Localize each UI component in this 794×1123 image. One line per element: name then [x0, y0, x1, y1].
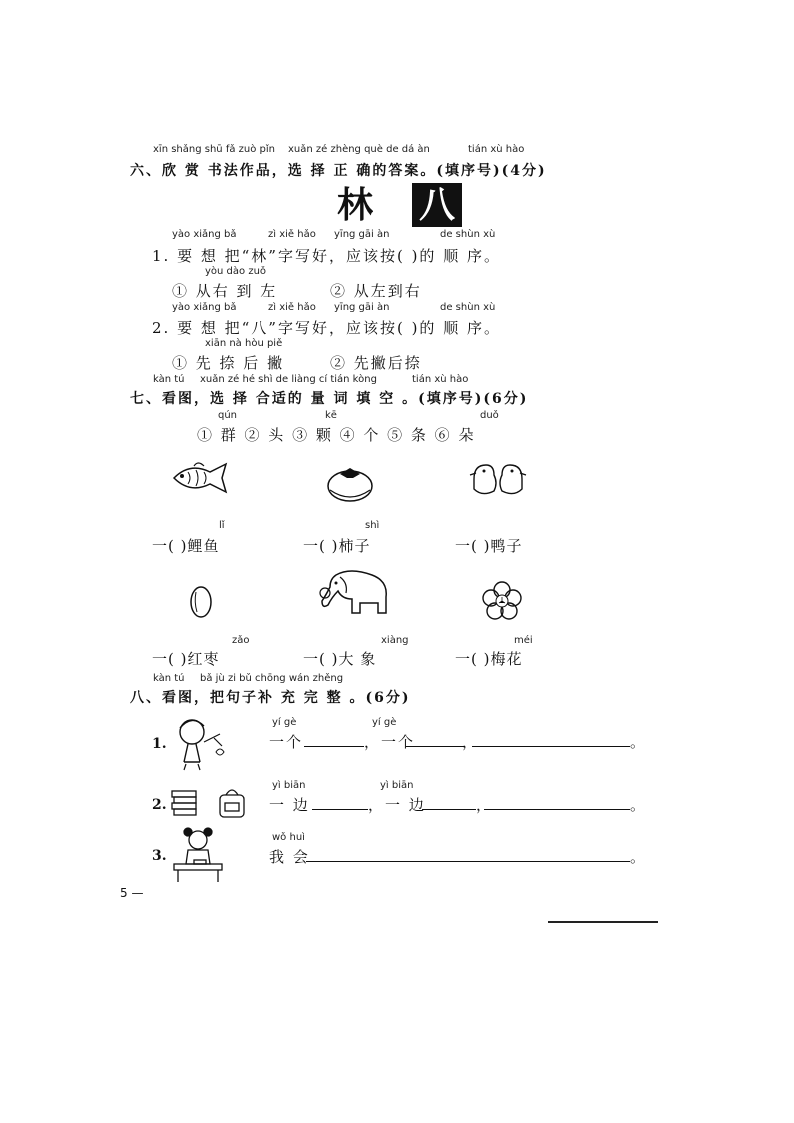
s6-pinyin-1: xīn shǎng shū fǎ zuò pǐn — [153, 144, 275, 155]
s8-q2-blank-1[interactable] — [312, 809, 368, 810]
s8-q1-pinyin-1: yí gè — [272, 717, 297, 728]
s7-item5: 一( )大 象 — [303, 650, 377, 668]
s8-q2-number: 2. — [152, 797, 167, 813]
persimmon-illustration — [325, 460, 375, 506]
page-number: 5 — — [120, 886, 144, 900]
s8-q3-blank[interactable] — [306, 861, 630, 862]
s8-q2-part-c: ， — [476, 796, 494, 814]
s8-q1-part-b: ，一个 — [364, 733, 416, 751]
calligraphy-ba: 八 — [412, 183, 462, 227]
s7-pinyin-2: xuǎn zé hé shì de liàng cí tián kòng — [200, 374, 377, 385]
s6-q2-pinyin-2: zì xiě hǎo — [268, 302, 316, 313]
s6-q1: 1. 要 想 把“林”字写好，应该按( )的 顺 序。 — [152, 247, 501, 265]
s7-title: 七、看图，选 择 合适的 量 词 填 空 。(填序号)(6分) — [130, 391, 529, 407]
s7-item2: 一( )柿子 — [303, 537, 371, 555]
s6-pinyin-3: tián xù hào — [468, 144, 525, 155]
carp-illustration — [168, 458, 234, 498]
s8-q2-blank-2[interactable] — [422, 809, 476, 810]
s7-item1-pinyin: lǐ — [219, 520, 225, 531]
s6-q1-opt1: ① 从右 到 左 — [172, 282, 278, 300]
s8-q3-end: 。 — [630, 848, 648, 866]
jujube-illustration — [188, 584, 214, 620]
s7-item3: 一( )鸭子 — [455, 537, 523, 555]
s6-q2-pinyin-3: yīng gāi àn — [334, 302, 390, 313]
s7-word-bank: ① 群 ② 头 ③ 颗 ④ 个 ⑤ 条 ⑥ 朵 — [197, 426, 476, 444]
s7-item6-pinyin: méi — [514, 635, 533, 646]
s6-q2-pinyin-1: yào xiǎng bǎ — [172, 302, 237, 313]
s7-item1: 一( )鲤鱼 — [152, 537, 220, 555]
s8-q1-part-c: ， — [462, 733, 480, 751]
girl-at-desk-illustration — [170, 826, 226, 884]
calligraphy-lin: 林 — [330, 183, 380, 227]
s8-q1-pinyin-2: yí gè — [372, 717, 397, 728]
s6-q2-opt2: ② 先撇后捺 — [330, 354, 422, 372]
s6-q1-opt2: ② 从左到右 — [330, 282, 422, 300]
s7-item4: 一( )红枣 — [152, 650, 220, 668]
s8-q1-blank-3[interactable] — [472, 746, 630, 747]
s6-pinyin-2: xuǎn zé zhèng què de dá àn — [288, 144, 430, 155]
s6-q1-pinyin-2: zì xiě hǎo — [268, 229, 316, 240]
s7-pinyin-3: tián xù hào — [412, 374, 469, 385]
s6-q1-pinyin-3: yīng gāi àn — [334, 229, 390, 240]
s7-word-pinyin-qun: qún — [218, 410, 238, 421]
s8-q3-number: 3. — [152, 848, 167, 864]
s8-q1-number: 1. — [152, 736, 167, 752]
s7-word-pinyin-duo: duǒ — [480, 410, 499, 421]
s8-q2-part-a: 一 边 — [269, 796, 310, 814]
s6-q1-opt-pinyin: yòu dào zuǒ — [205, 266, 267, 277]
plum-blossom-illustration — [480, 580, 524, 622]
s8-q1-blank-1[interactable] — [304, 746, 364, 747]
s8-q1-part-a: 一个 — [269, 733, 304, 751]
s8-q2-part-b: ，一 边 — [368, 796, 426, 814]
s6-q1-pinyin-1: yào xiǎng bǎ — [172, 229, 237, 240]
s7-word-pinyin-ke: kē — [325, 410, 337, 421]
s8-q2-end: 。 — [630, 796, 648, 814]
s8-q2-pinyin-2: yì biān — [380, 780, 414, 791]
s8-title: 八、看图，把句子补 充 完 整 。(6分) — [130, 690, 411, 706]
s6-title: 六、欣 赏 书法作品，选 择 正 确的答案。(填序号)(4分) — [130, 163, 547, 179]
s8-q3-part-a: 我 会 — [269, 848, 310, 866]
s7-item4-pinyin: zǎo — [232, 635, 250, 646]
s8-q1-blank-2[interactable] — [406, 746, 464, 747]
s7-item2-pinyin: shì — [365, 520, 380, 531]
s6-q2-opt-pinyin: xiān nà hòu piě — [205, 338, 283, 349]
s8-pinyin-2: bǎ jù zi bǔ chōng wán zhěng — [200, 673, 344, 684]
s8-q3-pinyin: wǒ huì — [272, 832, 305, 843]
s6-q2: 2. 要 想 把“八”字写好，应该按( )的 顺 序。 — [152, 319, 501, 337]
s8-q2-pinyin-1: yì biān — [272, 780, 306, 791]
s6-q2-opt1: ① 先 捺 后 撇 — [172, 354, 285, 372]
s6-q2-pinyin-4: de shùn xù — [440, 302, 496, 313]
s8-q2-blank-3[interactable] — [484, 809, 630, 810]
footer-rule — [548, 921, 658, 923]
s7-item6: 一( )梅花 — [455, 650, 523, 668]
s7-item5-pinyin: xiàng — [381, 635, 409, 646]
elephant-illustration — [316, 565, 392, 617]
ducks-illustration — [468, 455, 528, 500]
s8-q1-end: 。 — [630, 733, 648, 751]
books-schoolbag-illustration — [170, 785, 248, 821]
s6-q1-pinyin-4: de shùn xù — [440, 229, 496, 240]
s8-pinyin-1: kàn tú — [153, 673, 185, 684]
s7-pinyin-1: kàn tú — [153, 374, 185, 385]
girl-butterfly-illustration — [170, 712, 226, 772]
